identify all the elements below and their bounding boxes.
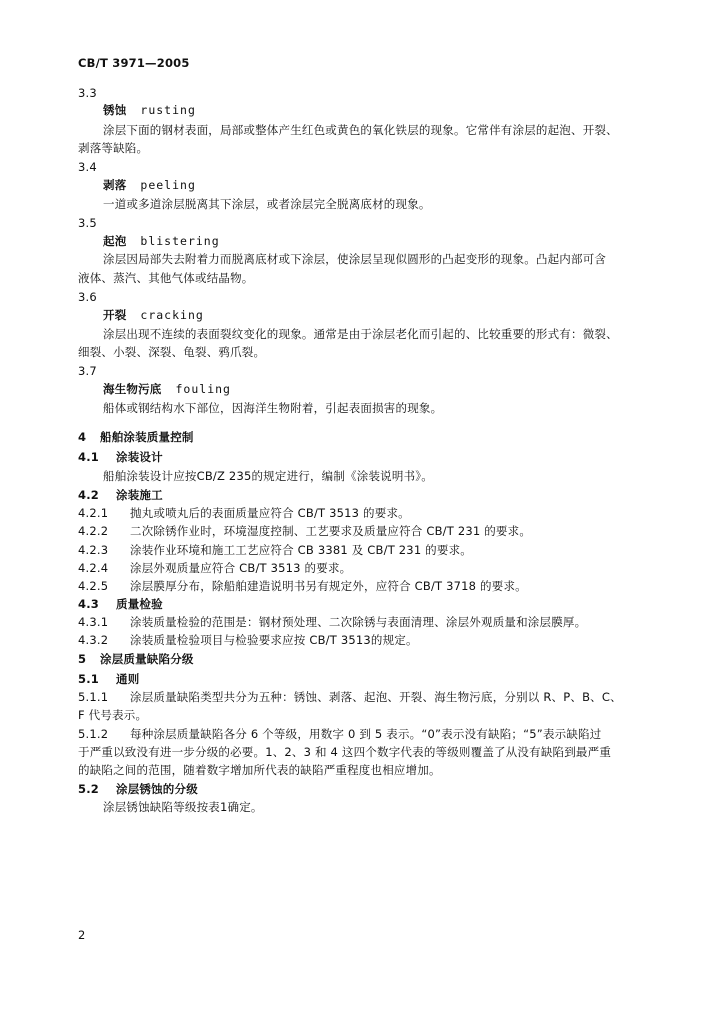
definition-line: 涂层因局部失去附着力而脱离底材或下涂层，使涂层呈现似圆形的凸起变形的现象。凸起内部可含 bbox=[103, 252, 607, 266]
item-text: 涂装作业环境和施工工艺应符合 CB 3381 及 CB/T 231 的要求。 bbox=[130, 543, 472, 557]
item-number: 4.2.4 bbox=[78, 561, 109, 575]
subsection-number: 4.1 bbox=[78, 450, 99, 464]
definition-line: 液体、蒸汽、其他气体或结晶物。 bbox=[78, 271, 254, 285]
paragraph-line bbox=[78, 690, 622, 704]
clause-item bbox=[78, 615, 586, 629]
clause-item bbox=[78, 506, 410, 520]
clause-number: 3.5 bbox=[78, 216, 97, 230]
item-number: 4.2.3 bbox=[78, 543, 109, 557]
subsection-title: 通则 bbox=[116, 672, 140, 686]
clause-item bbox=[78, 543, 472, 557]
section-title: 涂层质量缺陷分级 bbox=[100, 652, 194, 666]
term-peeling bbox=[103, 178, 196, 192]
paragraph: 船舶涂装设计应按CB/Z 235的规定进行，编制《涂装说明书》。 bbox=[103, 469, 433, 483]
clause-number: 3.6 bbox=[78, 290, 97, 304]
paragraph-line bbox=[78, 727, 601, 741]
clause-item bbox=[78, 633, 418, 647]
subsection-title: 涂装设计 bbox=[116, 450, 163, 464]
subsection-heading bbox=[78, 672, 139, 686]
subsection-heading bbox=[78, 597, 163, 611]
clause-number: 3.3 bbox=[78, 86, 97, 100]
section-heading bbox=[78, 652, 194, 666]
term-en: rusting bbox=[140, 103, 196, 117]
paragraph-line: F 代号表示。 bbox=[78, 708, 148, 722]
term-cn: 开裂 bbox=[103, 308, 127, 322]
definition-line: 细裂、小裂、深裂、龟裂、鸦爪裂。 bbox=[78, 345, 266, 359]
clause-item bbox=[78, 561, 351, 575]
subsection-number: 4.2 bbox=[78, 488, 99, 502]
term-en: peeling bbox=[140, 178, 196, 192]
item-number: 4.3.1 bbox=[78, 615, 109, 629]
clause-item bbox=[78, 524, 531, 538]
item-text: 涂层质量缺陷类型共分为五种：锈蚀、剥落、起泡、开裂、海生物污底，分别以 R、P、B、C、 bbox=[130, 690, 622, 704]
subsection-title: 涂装施工 bbox=[116, 488, 163, 502]
item-text: 涂层外观质量应符合 CB/T 3513 的要求。 bbox=[130, 561, 352, 575]
page-number: 2 bbox=[78, 928, 86, 942]
section-number: 5 bbox=[78, 652, 87, 666]
subsection-heading bbox=[78, 488, 163, 502]
definition-line: 剥落等缺陷。 bbox=[78, 141, 149, 155]
term-rusting bbox=[103, 103, 196, 117]
term-en: cracking bbox=[140, 308, 204, 322]
subsection-title: 质量检验 bbox=[116, 597, 163, 611]
item-number: 4.2.1 bbox=[78, 506, 109, 520]
item-number: 4.2.5 bbox=[78, 579, 109, 593]
definition-line: 船体或钢结构水下部位，因海洋生物附着，引起表面损害的现象。 bbox=[103, 401, 443, 415]
term-cn: 锈蚀 bbox=[103, 103, 127, 117]
definition-line: 涂层下面的钢材表面，局部或整体产生红色或黄色的氧化铁层的现象。它常伴有涂层的起泡、开裂、 bbox=[103, 123, 618, 137]
term-fouling bbox=[103, 382, 231, 396]
section-heading bbox=[78, 430, 194, 444]
term-cn: 起泡 bbox=[103, 234, 127, 248]
item-number: 4.3.2 bbox=[78, 633, 109, 647]
item-number: 4.2.2 bbox=[78, 524, 109, 538]
term-blistering bbox=[103, 234, 220, 248]
paragraph-line: 的缺陷之间的范围，随着数字增加所代表的缺陷严重程度也相应增加。 bbox=[78, 763, 441, 777]
section-title: 船舶涂装质量控制 bbox=[100, 430, 194, 444]
clause-number: 3.7 bbox=[78, 364, 97, 378]
clause-number: 3.4 bbox=[78, 160, 97, 174]
term-en: fouling bbox=[175, 382, 231, 396]
item-text: 二次除锈作业时，环境湿度控制、工艺要求及质量应符合 CB/T 231 的要求。 bbox=[130, 524, 532, 538]
term-en: blistering bbox=[140, 234, 220, 248]
term-cn: 剥落 bbox=[103, 178, 127, 192]
subsection-title: 涂层锈蚀的分级 bbox=[116, 782, 198, 796]
paragraph-line: 于严重以致没有进一步分级的必要。1、2、3 和 4 这四个数字代表的等级则覆盖了从没有缺陷到最严重 bbox=[78, 745, 612, 759]
item-text: 抛丸或喷丸后的表面质量应符合 CB/T 3513 的要求。 bbox=[130, 506, 410, 520]
item-number: 5.1.2 bbox=[78, 727, 109, 741]
subsection-number: 5.1 bbox=[78, 672, 99, 686]
item-number: 5.1.1 bbox=[78, 690, 109, 704]
subsection-heading bbox=[78, 450, 163, 464]
subsection-heading bbox=[78, 782, 198, 796]
section-number: 4 bbox=[78, 430, 87, 444]
definition-line: 涂层出现不连续的表面裂纹变化的现象。通常是由于涂层老化而引起的、比较重要的形式有：微裂、 bbox=[103, 327, 618, 341]
subsection-number: 4.3 bbox=[78, 597, 99, 611]
term-cracking bbox=[103, 308, 204, 322]
item-text: 每种涂层质量缺陷各分 6 个等级，用数字 0 到 5 表示。“0”表示没有缺陷；“5”表示缺陷过 bbox=[130, 727, 602, 741]
item-text: 涂装质量检验项目与检验要求应按 CB/T 3513的规定。 bbox=[130, 633, 418, 647]
item-text: 涂层膜厚分布，除船舶建造说明书另有规定外，应符合 CB/T 3718 的要求。 bbox=[130, 579, 527, 593]
clause-item bbox=[78, 579, 527, 593]
subsection-number: 5.2 bbox=[78, 782, 99, 796]
definition-line: 一道或多道涂层脱离其下涂层，或者涂层完全脱离底材的现象。 bbox=[103, 197, 431, 211]
doc-id-header: CB/T 3971—2005 bbox=[78, 56, 190, 70]
item-text: 涂装质量检验的范围是：钢材预处理、二次除锈与表面清理、涂层外观质量和涂层膜厚。 bbox=[130, 615, 587, 629]
paragraph: 涂层锈蚀缺陷等级按表1确定。 bbox=[103, 800, 263, 814]
term-cn: 海生物污底 bbox=[103, 382, 162, 396]
